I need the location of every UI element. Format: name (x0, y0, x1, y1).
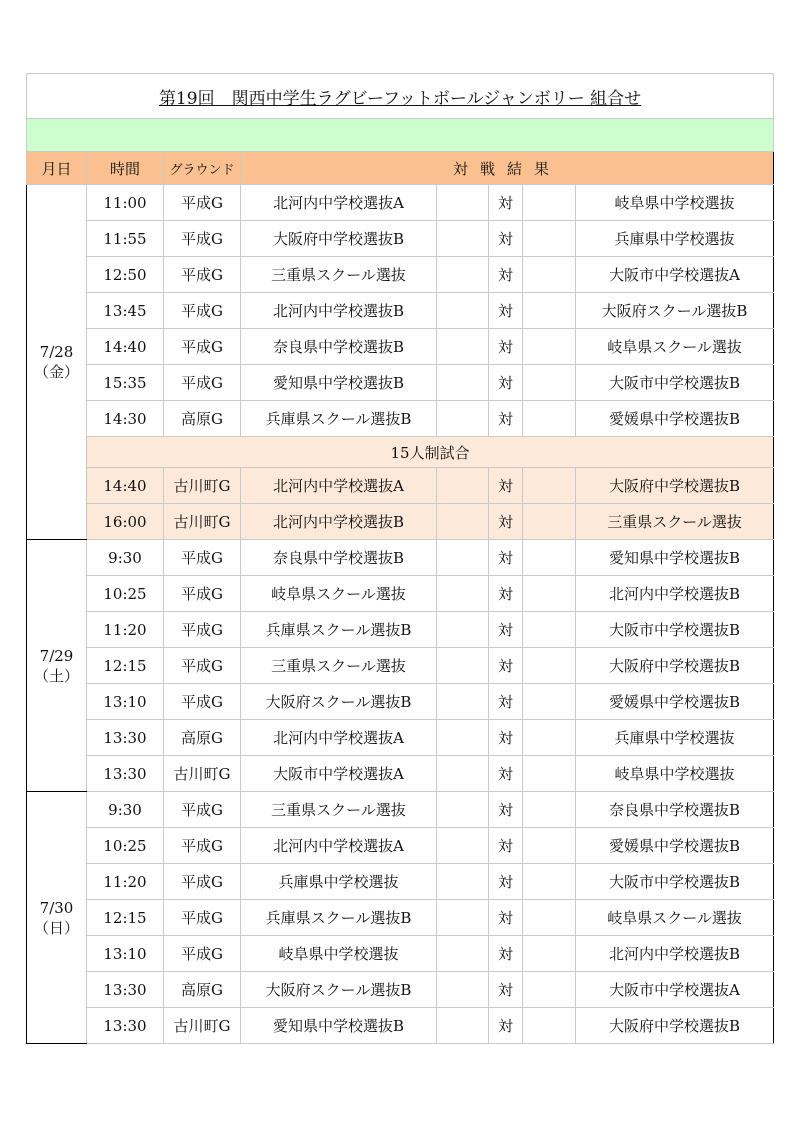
score-b-cell (523, 648, 576, 684)
green-band (27, 119, 774, 152)
score-a-cell (437, 756, 489, 792)
time-cell: 11:20 (87, 864, 164, 900)
team-a-cell: 岐阜県中学校選抜 (241, 936, 437, 972)
page-title: 第19回 関西中学生ラグビーフットボールジャンボリー 組合せ (27, 74, 774, 119)
header-row (27, 152, 774, 185)
time-cell: 11:00 (87, 185, 164, 221)
ground-cell: 平成G (164, 576, 241, 612)
time-cell: 14:40 (87, 468, 164, 504)
ground-cell: 古川町G (164, 1008, 241, 1044)
vs-cell: 対 (489, 684, 523, 720)
table-row (27, 1008, 774, 1044)
time-cell: 13:10 (87, 684, 164, 720)
score-a-cell (437, 221, 489, 257)
score-a-cell (437, 504, 489, 540)
team-b-cell: 大阪府中学校選抜B (576, 468, 774, 504)
team-b-cell: 大阪市中学校選抜A (576, 257, 774, 293)
table-row (27, 972, 774, 1008)
vs-cell: 対 (489, 900, 523, 936)
time-cell: 13:30 (87, 756, 164, 792)
team-b-cell: 愛媛県中学校選抜B (576, 401, 774, 437)
score-b-cell (523, 504, 576, 540)
score-a-cell (437, 293, 489, 329)
team-a-cell: 奈良県中学校選抜B (241, 540, 437, 576)
vs-cell: 対 (489, 365, 523, 401)
score-a-cell (437, 972, 489, 1008)
score-b-cell (523, 257, 576, 293)
vs-cell: 対 (489, 720, 523, 756)
team-a-cell: 三重県スクール選抜 (241, 792, 437, 828)
vs-cell: 対 (489, 329, 523, 365)
score-a-cell (437, 540, 489, 576)
sub-heading: 15人制試合 (87, 437, 774, 468)
team-a-cell: 大阪府スクール選抜B (241, 972, 437, 1008)
team-b-cell: 兵庫県中学校選抜 (576, 720, 774, 756)
ground-cell: 平成G (164, 936, 241, 972)
team-b-cell: 愛媛県中学校選抜B (576, 684, 774, 720)
score-b-cell (523, 329, 576, 365)
table-row (27, 540, 774, 576)
table-row (27, 401, 774, 437)
table-row (27, 185, 774, 221)
team-a-cell: 兵庫県スクール選抜B (241, 401, 437, 437)
score-b-cell (523, 365, 576, 401)
team-b-cell: 岐阜県スクール選抜 (576, 900, 774, 936)
table-row (27, 936, 774, 972)
score-a-cell (437, 576, 489, 612)
score-b-cell (523, 900, 576, 936)
team-b-cell: 大阪府スクール選抜B (576, 293, 774, 329)
ground-cell: 平成G (164, 293, 241, 329)
team-a-cell: 兵庫県スクール選抜B (241, 900, 437, 936)
table-row (27, 720, 774, 756)
score-a-cell (437, 936, 489, 972)
vs-cell: 対 (489, 221, 523, 257)
score-b-cell (523, 972, 576, 1008)
table-row (27, 612, 774, 648)
time-cell: 9:30 (87, 792, 164, 828)
team-a-cell: 北河内中学校選抜A (241, 185, 437, 221)
team-a-cell: 大阪府中学校選抜B (241, 221, 437, 257)
score-b-cell (523, 864, 576, 900)
vs-cell: 対 (489, 648, 523, 684)
title-row (27, 74, 774, 119)
score-a-cell (437, 900, 489, 936)
ground-cell: 高原G (164, 401, 241, 437)
table-row (27, 684, 774, 720)
score-a-cell (437, 365, 489, 401)
vs-cell: 対 (489, 612, 523, 648)
ground-cell: 平成G (164, 864, 241, 900)
sub-heading-row (27, 437, 774, 468)
score-b-cell (523, 792, 576, 828)
team-a-cell: 三重県スクール選抜 (241, 257, 437, 293)
header-ground: グラウンド (164, 152, 241, 185)
vs-cell: 対 (489, 504, 523, 540)
table-row (27, 257, 774, 293)
time-cell: 9:30 (87, 540, 164, 576)
vs-cell: 対 (489, 828, 523, 864)
date-label: 7/29 (39, 646, 74, 665)
team-a-cell: 北河内中学校選抜A (241, 468, 437, 504)
score-b-cell (523, 540, 576, 576)
team-a-cell: 北河内中学校選抜B (241, 504, 437, 540)
table-row (27, 504, 774, 540)
vs-cell: 対 (489, 185, 523, 221)
team-b-cell: 愛知県中学校選抜B (576, 540, 774, 576)
ground-cell: 平成G (164, 648, 241, 684)
vs-cell: 対 (489, 293, 523, 329)
ground-cell: 平成G (164, 329, 241, 365)
score-b-cell (523, 293, 576, 329)
score-a-cell (437, 257, 489, 293)
team-a-cell: 兵庫県スクール選抜B (241, 612, 437, 648)
team-b-cell: 兵庫県中学校選抜 (576, 221, 774, 257)
team-b-cell: 大阪市中学校選抜B (576, 365, 774, 401)
team-b-cell: 北河内中学校選抜B (576, 576, 774, 612)
schedule-table (26, 73, 774, 1044)
team-b-cell: 愛媛県中学校選抜B (576, 828, 774, 864)
vs-cell: 対 (489, 756, 523, 792)
team-a-cell: 三重県スクール選抜 (241, 648, 437, 684)
vs-cell: 対 (489, 792, 523, 828)
score-b-cell (523, 1008, 576, 1044)
score-a-cell (437, 792, 489, 828)
score-a-cell (437, 828, 489, 864)
table-row (27, 864, 774, 900)
vs-cell: 対 (489, 972, 523, 1008)
team-b-cell: 大阪市中学校選抜A (576, 972, 774, 1008)
team-a-cell: 北河内中学校選抜B (241, 293, 437, 329)
score-a-cell (437, 648, 489, 684)
date-cell (27, 540, 87, 792)
score-b-cell (523, 221, 576, 257)
ground-cell: 平成G (164, 540, 241, 576)
time-cell: 13:30 (87, 972, 164, 1008)
team-b-cell: 大阪市中学校選抜B (576, 864, 774, 900)
ground-cell: 高原G (164, 972, 241, 1008)
ground-cell: 平成G (164, 828, 241, 864)
ground-cell: 平成G (164, 900, 241, 936)
ground-cell: 平成G (164, 257, 241, 293)
team-a-cell: 北河内中学校選抜A (241, 828, 437, 864)
time-cell: 15:35 (87, 365, 164, 401)
score-a-cell (437, 720, 489, 756)
team-b-cell: 北河内中学校選抜B (576, 936, 774, 972)
vs-cell: 対 (489, 540, 523, 576)
table-row (27, 648, 774, 684)
score-b-cell (523, 684, 576, 720)
table-row (27, 792, 774, 828)
header-time: 時間 (87, 152, 164, 185)
score-b-cell (523, 612, 576, 648)
team-b-cell: 大阪府中学校選抜B (576, 1008, 774, 1044)
score-b-cell (523, 936, 576, 972)
vs-cell: 対 (489, 864, 523, 900)
weekday-label: （土） (33, 666, 79, 685)
score-a-cell (437, 401, 489, 437)
team-b-cell: 岐阜県スクール選抜 (576, 329, 774, 365)
time-cell: 13:10 (87, 936, 164, 972)
score-b-cell (523, 756, 576, 792)
table-row (27, 221, 774, 257)
score-b-cell (523, 185, 576, 221)
header-result: 対戦結果 (241, 152, 774, 185)
score-a-cell (437, 684, 489, 720)
team-b-cell: 奈良県中学校選抜B (576, 792, 774, 828)
header-date: 月日 (27, 152, 87, 185)
score-a-cell (437, 468, 489, 504)
green-band-row (27, 119, 774, 152)
team-a-cell: 大阪市中学校選抜A (241, 756, 437, 792)
table-row (27, 329, 774, 365)
date-cell (27, 185, 87, 540)
time-cell: 12:50 (87, 257, 164, 293)
time-cell: 14:40 (87, 329, 164, 365)
team-a-cell: 兵庫県中学校選抜 (241, 864, 437, 900)
table-row (27, 468, 774, 504)
time-cell: 10:25 (87, 828, 164, 864)
vs-cell: 対 (489, 576, 523, 612)
score-b-cell (523, 401, 576, 437)
time-cell: 12:15 (87, 900, 164, 936)
team-a-cell: 奈良県中学校選抜B (241, 329, 437, 365)
table-row (27, 900, 774, 936)
team-b-cell: 大阪市中学校選抜B (576, 612, 774, 648)
team-a-cell: 北河内中学校選抜A (241, 720, 437, 756)
table-row (27, 293, 774, 329)
time-cell: 11:55 (87, 221, 164, 257)
date-cell (27, 792, 87, 1044)
time-cell: 11:20 (87, 612, 164, 648)
score-b-cell (523, 828, 576, 864)
vs-cell: 対 (489, 1008, 523, 1044)
ground-cell: 古川町G (164, 756, 241, 792)
team-a-cell: 岐阜県スクール選抜 (241, 576, 437, 612)
score-a-cell (437, 612, 489, 648)
ground-cell: 平成G (164, 612, 241, 648)
table-row (27, 365, 774, 401)
score-a-cell (437, 329, 489, 365)
score-a-cell (437, 185, 489, 221)
team-a-cell: 愛知県中学校選抜B (241, 1008, 437, 1044)
vs-cell: 対 (489, 468, 523, 504)
team-a-cell: 愛知県中学校選抜B (241, 365, 437, 401)
score-b-cell (523, 576, 576, 612)
ground-cell: 古川町G (164, 468, 241, 504)
weekday-label: （金） (33, 363, 79, 381)
team-b-cell: 岐阜県中学校選抜 (576, 756, 774, 792)
time-cell: 13:30 (87, 1008, 164, 1044)
vs-cell: 対 (489, 257, 523, 293)
time-cell: 13:45 (87, 293, 164, 329)
time-cell: 16:00 (87, 504, 164, 540)
ground-cell: 平成G (164, 185, 241, 221)
score-b-cell (523, 720, 576, 756)
score-b-cell (523, 468, 576, 504)
score-a-cell (437, 864, 489, 900)
ground-cell: 平成G (164, 221, 241, 257)
team-a-cell: 大阪府スクール選抜B (241, 684, 437, 720)
time-cell: 13:30 (87, 720, 164, 756)
score-a-cell (437, 1008, 489, 1044)
ground-cell: 平成G (164, 792, 241, 828)
table-row (27, 828, 774, 864)
weekday-label: （日） (33, 918, 79, 937)
time-cell: 14:30 (87, 401, 164, 437)
ground-cell: 高原G (164, 720, 241, 756)
table-row (27, 756, 774, 792)
time-cell: 12:15 (87, 648, 164, 684)
date-label: 7/28 (39, 343, 74, 361)
team-b-cell: 岐阜県中学校選抜 (576, 185, 774, 221)
ground-cell: 古川町G (164, 504, 241, 540)
team-b-cell: 三重県スクール選抜 (576, 504, 774, 540)
time-cell: 10:25 (87, 576, 164, 612)
vs-cell: 対 (489, 936, 523, 972)
ground-cell: 平成G (164, 365, 241, 401)
ground-cell: 平成G (164, 684, 241, 720)
table-row (27, 576, 774, 612)
date-label: 7/30 (39, 898, 74, 917)
vs-cell: 対 (489, 401, 523, 437)
team-b-cell: 大阪府中学校選抜B (576, 648, 774, 684)
